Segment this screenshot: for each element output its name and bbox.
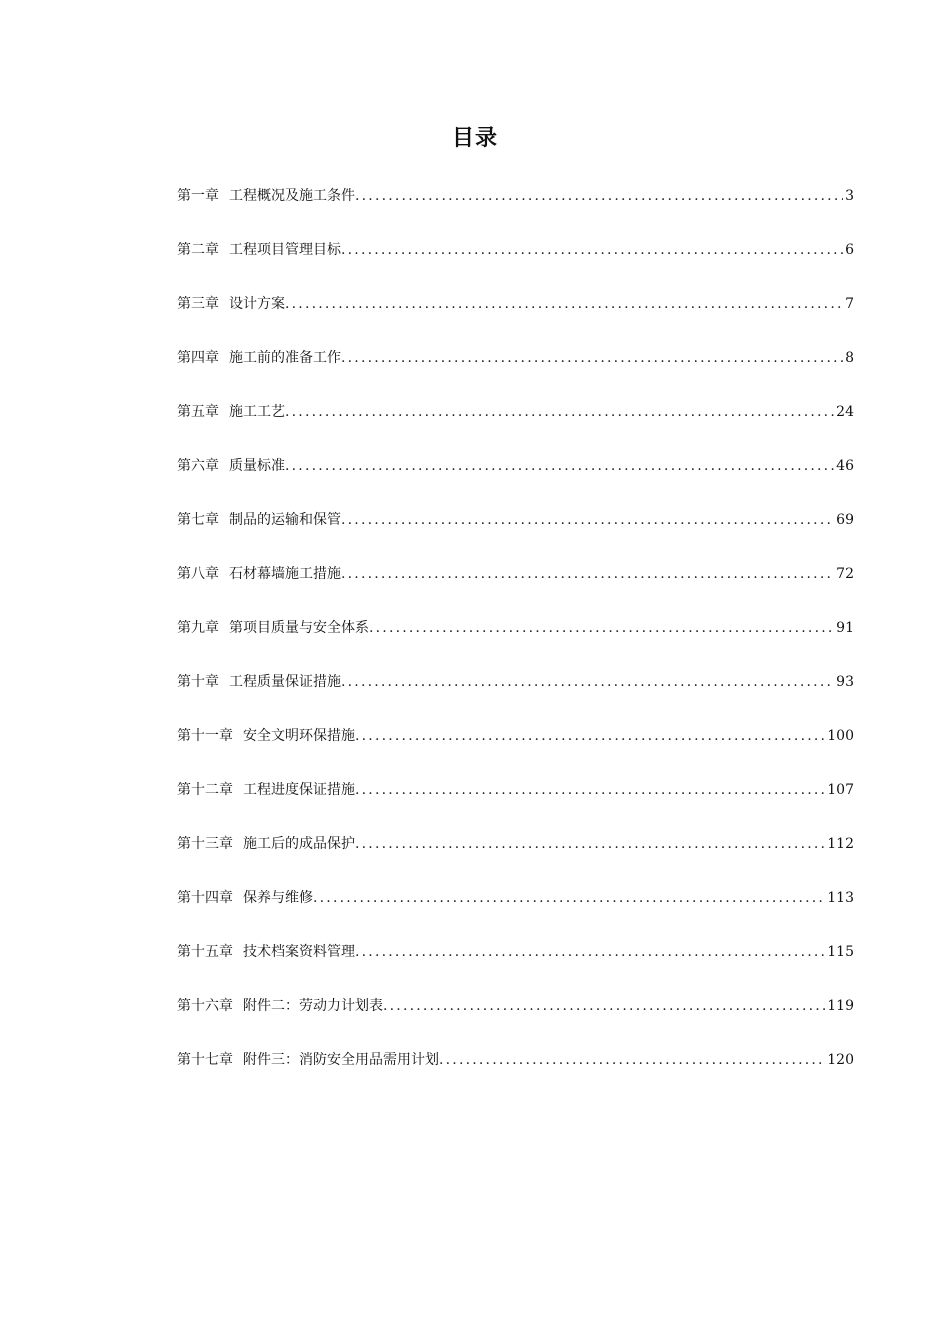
toc-page-number: 72 <box>836 566 854 582</box>
toc-page-number: 7 <box>845 296 854 312</box>
toc-chapter-heading: 工程质量保证措施 <box>229 674 341 690</box>
dot-leader <box>355 181 843 211</box>
toc-entry[interactable] <box>177 937 854 991</box>
dot-leader <box>341 343 843 373</box>
toc-chapter-heading: 保养与维修 <box>243 890 313 906</box>
toc-chapter-number: 第十一章 <box>177 728 233 744</box>
toc-chapter-number: 第七章 <box>177 512 219 528</box>
dot-leader <box>313 883 825 913</box>
dot-leader <box>285 397 834 427</box>
toc-chapter-heading: 附件二：劳动力计划表 <box>243 998 383 1014</box>
page-title: 目录 <box>451 126 498 151</box>
toc-chapter-number: 第十七章 <box>177 1052 233 1068</box>
dot-leader <box>369 613 834 643</box>
toc-page-number: 107 <box>827 782 854 798</box>
toc-chapter-heading: 工程概况及施工条件 <box>229 188 355 204</box>
toc-chapter-number: 第一章 <box>177 188 219 204</box>
toc-chapter-number: 第十四章 <box>177 890 233 906</box>
toc-entry[interactable] <box>177 181 854 235</box>
toc-entry[interactable] <box>177 613 854 667</box>
dot-leader <box>285 289 843 319</box>
toc-chapter-number: 第十五章 <box>177 944 233 960</box>
toc-page-number: 100 <box>827 728 854 744</box>
dot-leader <box>355 775 825 805</box>
toc-page-number: 115 <box>827 944 854 960</box>
toc-entry[interactable] <box>177 505 854 559</box>
toc-entry[interactable] <box>177 1045 854 1099</box>
toc-chapter-number: 第十章 <box>177 674 219 690</box>
dot-leader <box>439 1045 825 1075</box>
toc-chapter-number: 第十六章 <box>177 998 233 1014</box>
toc-chapter-number: 第三章 <box>177 296 219 312</box>
dot-leader <box>355 937 825 967</box>
toc-chapter-heading: 设计方案 <box>229 296 285 312</box>
toc-page-number: 120 <box>827 1052 854 1068</box>
toc-chapter-heading: 制品的运输和保管 <box>229 512 341 528</box>
dot-leader <box>355 721 825 751</box>
toc-page-number: 6 <box>845 242 854 258</box>
toc-entry[interactable] <box>177 721 854 775</box>
toc-entry[interactable] <box>177 829 854 883</box>
toc-page-number: 24 <box>836 404 854 420</box>
toc-page-number: 3 <box>845 188 854 204</box>
toc-entry[interactable] <box>177 775 854 829</box>
toc-entry[interactable] <box>177 343 854 397</box>
toc-entry[interactable] <box>177 235 854 289</box>
toc-page-number: 8 <box>845 350 854 366</box>
dot-leader <box>341 505 834 535</box>
dot-leader <box>285 451 834 481</box>
toc-page-number: 112 <box>827 836 854 852</box>
toc-chapter-number: 第八章 <box>177 566 219 582</box>
toc-chapter-number: 第四章 <box>177 350 219 366</box>
dot-leader <box>341 667 834 697</box>
toc-chapter-number: 第九章 <box>177 620 219 636</box>
toc-entry[interactable] <box>177 559 854 613</box>
toc-page-number: 93 <box>836 674 854 690</box>
dot-leader <box>355 829 825 859</box>
toc-chapter-heading: 安全文明环保措施 <box>243 728 355 744</box>
toc-chapter-heading: 施工前的准备工作 <box>229 350 341 366</box>
toc-chapter-heading: 石材幕墙施工措施 <box>229 566 341 582</box>
toc-chapter-number: 第十三章 <box>177 836 233 852</box>
toc-entry[interactable] <box>177 991 854 1045</box>
toc-chapter-number: 第六章 <box>177 458 219 474</box>
toc-chapter-number: 第十二章 <box>177 782 233 798</box>
toc-chapter-number: 第二章 <box>177 242 219 258</box>
toc-entry[interactable] <box>177 451 854 505</box>
toc-chapter-heading: 质量标准 <box>229 458 285 474</box>
toc-chapter-heading: 施工后的成品保护 <box>243 836 355 852</box>
toc-chapter-heading: 附件三：消防安全用品需用计划 <box>243 1052 439 1068</box>
toc-chapter-heading: 技术档案资料管理 <box>243 944 355 960</box>
toc-chapter-heading: 工程进度保证措施 <box>243 782 355 798</box>
toc-chapter-number: 第五章 <box>177 404 219 420</box>
toc-page-number: 46 <box>836 458 854 474</box>
toc-page-number: 113 <box>827 890 854 906</box>
dot-leader <box>341 235 843 265</box>
toc-page-number: 69 <box>836 512 854 528</box>
toc-chapter-heading: 第项目质量与安全体系 <box>229 620 369 636</box>
toc-chapter-heading: 施工工艺 <box>229 404 285 420</box>
toc-entry[interactable] <box>177 289 854 343</box>
dot-leader <box>341 559 834 589</box>
toc-page-number: 119 <box>827 998 854 1014</box>
dot-leader <box>383 991 825 1021</box>
toc-entry[interactable] <box>177 667 854 721</box>
toc-entry[interactable] <box>177 883 854 937</box>
table-of-contents <box>177 181 854 1099</box>
toc-entry[interactable] <box>177 397 854 451</box>
toc-chapter-heading: 工程项目管理目标 <box>229 242 341 258</box>
toc-page-number: 91 <box>836 620 854 636</box>
